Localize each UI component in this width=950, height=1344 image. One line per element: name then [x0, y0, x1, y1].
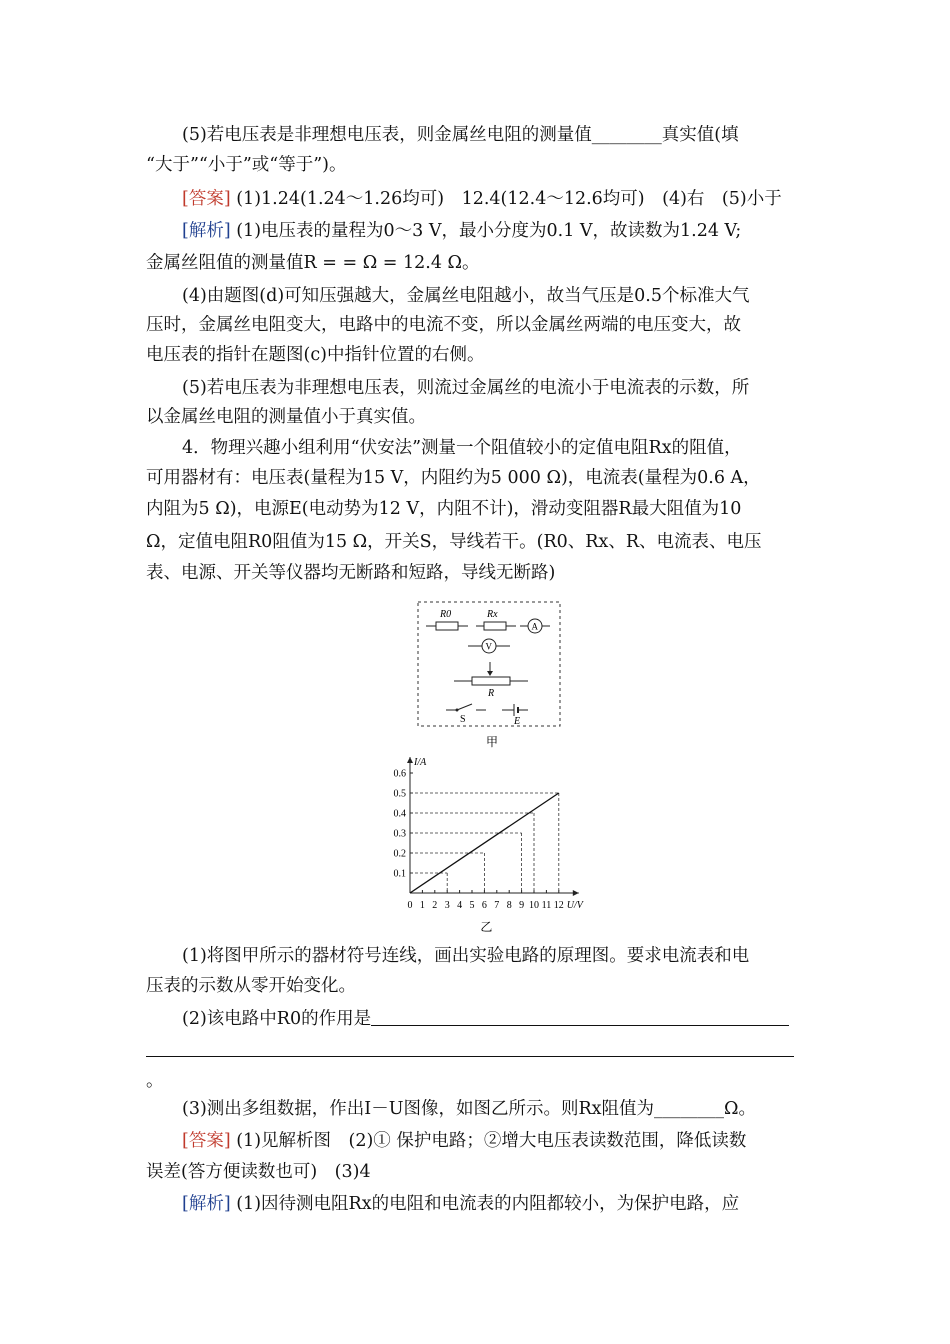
rx-label: Rx [487, 609, 498, 620]
y-tick-label: 0.6 [393, 768, 406, 780]
figure-yi-caption: 乙 [480, 920, 493, 934]
source-label: E [514, 716, 521, 727]
rheostat-label: R [488, 688, 495, 699]
x-axis-arrow [573, 890, 579, 896]
answer-2-line-1 [182, 1130, 746, 1152]
analysis-tag: [解析] [182, 221, 231, 241]
q5-line-1: (5)若电压表是非理想电压表，则金属丝电阻的测量值________真实值(填 [182, 125, 739, 145]
q4-2-line-2 [146, 1039, 794, 1061]
x-tick-label: 10 [529, 900, 539, 911]
answer-1 [182, 188, 782, 210]
analysis-1-line-1 [182, 220, 741, 242]
rx-resistor [484, 622, 506, 630]
x-tick-label: 4 [457, 900, 463, 911]
rheostat-resistor [472, 677, 510, 685]
q4-2-text: (2)该电路中R0的作用是 [182, 1009, 372, 1029]
y-tick-label: 0.1 [393, 868, 406, 880]
x-tick-label: 11 [541, 900, 552, 911]
analysis-2-line-1: (4)由题图(d)可知压强越大，金属丝电阻越小，故当气压是0.5个标准大气 [182, 286, 750, 306]
y-tick-label: 0.2 [393, 848, 406, 860]
question-4-line-2: 可用器材有：电压表(量程为15 V，内阻约为5 000 Ω)，电流表(量程为0.6 A， [146, 468, 761, 488]
analysis-4-line-1 [182, 1193, 739, 1215]
x-tick-label: 8 [506, 900, 512, 911]
answer-2-text: (1)见解析图 (2)① 保护电路；②增大电压表读数范围，降低读数 [236, 1131, 747, 1151]
circuit-components-figure [410, 600, 570, 752]
q4-2-end: 。 [146, 1071, 164, 1091]
x-axis-label: U/V [566, 900, 583, 911]
y-axis-arrow [407, 757, 413, 763]
answer-2-line-2: 误差(答方便读数也可) (3)4 [146, 1162, 371, 1182]
y-tick-label: 0.5 [393, 788, 406, 800]
q4-1-line-2: 压表的示数从零开始变化。 [146, 976, 356, 996]
r0-label: R0 [440, 609, 452, 620]
x-tick-label: 3 [444, 900, 450, 911]
question-4-line-4: Ω，定值电阻R0阻值为15 Ω，开关S，导线若干。(R0、Rx、R、电流表、电压 [146, 532, 762, 552]
analysis-text: (1)电压表的量程为0～3 V，最小分度为0.1 V，故读数为1.24 V; [236, 221, 742, 241]
analysis-4-text: (1)因待测电阻Rx的电阻和电流表的内阻都较小，为保护电路，应 [236, 1194, 740, 1214]
q4-1-line-1: (1)将图甲所示的器材符号连线，画出实验电路的原理图。要求电流表和电 [182, 946, 750, 966]
r0-resistor [436, 622, 458, 630]
x-tick-label: 2 [432, 900, 438, 911]
analysis-3-line-1: (5)若电压表为非理想电压表，则流过金属丝的电流小于电流表的示数，所 [182, 378, 750, 398]
analysis-3-line-2: 以金属丝电阻的测量值小于真实值。 [146, 407, 426, 427]
q4-3: (3)测出多组数据，作出I－U图像，如图乙所示。则Rx阻值为________Ω。 [182, 1099, 757, 1119]
switch-label: S [460, 714, 466, 725]
x-tick-label: 5 [469, 900, 475, 911]
analysis-2-line-2: 压时，金属丝电阻变大，电路中的电流不变，所以金属丝两端的电压变大，故 [146, 315, 741, 335]
answer-tag-2: [答案] [182, 1131, 231, 1151]
question-4-line-3: 内阻为5 Ω)，电源E(电动势为12 V，内阻不计)，滑动变阻器R最大阻值为10 [146, 499, 742, 519]
question-4-line-1: 4．物理兴趣小组利用“伏安法”测量一个阻值较小的定值电阻Rx的阻值， [182, 438, 742, 458]
y-tick-label: 0.3 [393, 828, 406, 840]
x-tick-label: 0 [407, 900, 413, 911]
q5-line-2: “大于”“小于”或“等于”)。 [146, 155, 347, 175]
x-tick-label: 7 [494, 900, 500, 911]
figure-jia-caption: 甲 [486, 735, 499, 749]
y-tick-label: 0.4 [393, 808, 406, 820]
y-axis-label: I/A [414, 757, 427, 768]
x-tick-label: 6 [481, 900, 487, 911]
answer-text: (1)1.24(1.24～1.26均可) 12.4(12.4～12.6均可) (4)右 (5)小于 [236, 189, 782, 209]
analysis-1-line-2: 金属丝阻值的测量值R = = Ω = 12.4 Ω。 [146, 253, 480, 273]
x-tick-label: 1 [419, 900, 425, 911]
voltmeter-label: V [485, 641, 492, 652]
ammeter-label: A [531, 621, 538, 632]
answer-tag: [答案] [182, 189, 231, 209]
analysis-tag-2: [解析] [182, 1194, 231, 1214]
question-4-line-5: 表、电源、开关等仪器均无断路和短路，导线无断路) [146, 563, 556, 583]
analysis-2-line-3: 电压表的指针在题图(c)中指针位置的右侧。 [146, 345, 485, 365]
answer-blank-2[interactable] [146, 1040, 794, 1057]
switch-icon [457, 704, 472, 710]
iu-chart [380, 750, 610, 936]
x-tick-label: 12 [553, 900, 564, 911]
answer-blank-1[interactable] [371, 1009, 789, 1026]
x-tick-label: 9 [519, 900, 525, 911]
rheostat-slider-icon [487, 671, 493, 676]
q4-2-line-1 [182, 1008, 789, 1030]
